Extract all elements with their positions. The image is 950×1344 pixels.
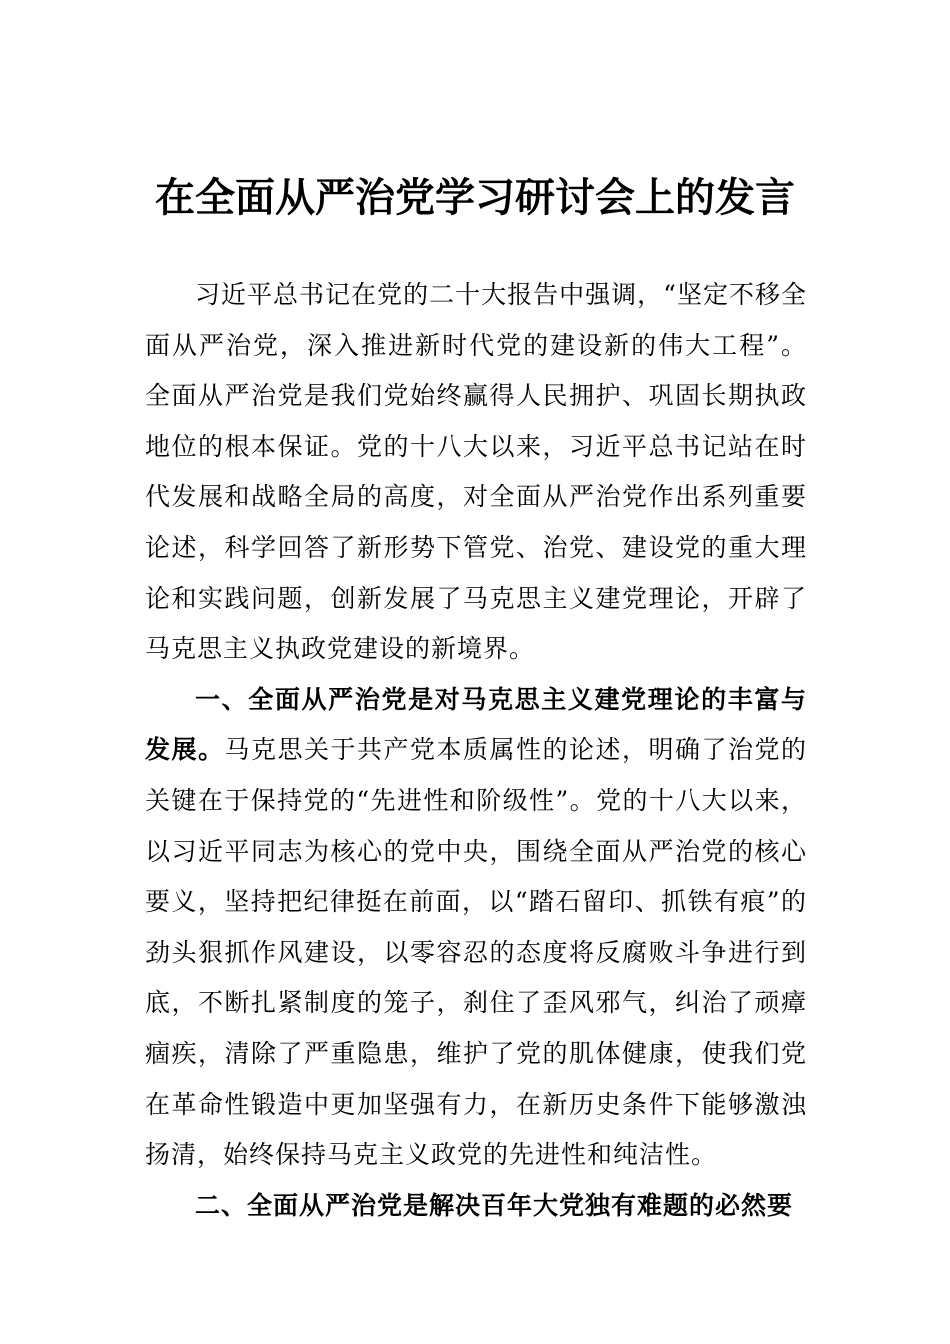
section-1-heading: 一、全面从严治党是对马克思主义建党理论的丰富与发展。 [145, 684, 807, 765]
section-2-heading: 二、全面从严治党是解决百年大党独有难题的必然要 [195, 1190, 794, 1220]
paragraph-section-1 [145, 675, 807, 1181]
document-title: 在全面从严治党学习研讨会上的发言 [155, 174, 795, 221]
paragraph-intro [145, 270, 807, 675]
paragraph-text: 习近平总书记在党的二十大报告中强调，“坚定不移全面从严治党，深入推进新时代党的建设新的伟大工程”。全面从严治党是我们党始终赢得人民拥护、巩固长期执政地位的根本保证。党的十八大以来，习近平总书记站在时代发展和战略全局的高度，对全面从严治党作出系列重要论述，科学回答了新形势下管党、治党、建设党的重大理论和实践问题，创新发展了马克思主义建党理论，开辟了马克思主义执政党建设的新境界。 [145, 280, 807, 664]
section-1-text: 马克思关于共产党本质属性的论述，明确了治党的关键在于保持党的“先进性和阶级性”。党的十八大以来，以习近平同志为核心的党中央，围绕全面从严治党的核心要义，坚持把纪律挺在前面，以“踏石留印、抓铁有痕”的劲头狠抓作风建设，以零容忍的态度将反腐败斗争进行到底，不断扎紧制度的笼子，刹住了歪风邪气，纠治了顽瘴痼疾，清除了严重隐患，维护了党的肌体健康，使我们党在革命性锻造中更加坚强有力，在新历史条件下能够激浊扬清，始终保持马克主义政党的先进性和纯洁性。 [145, 735, 807, 1170]
paragraph-section-2 [145, 1181, 807, 1232]
document-body [145, 270, 807, 1231]
